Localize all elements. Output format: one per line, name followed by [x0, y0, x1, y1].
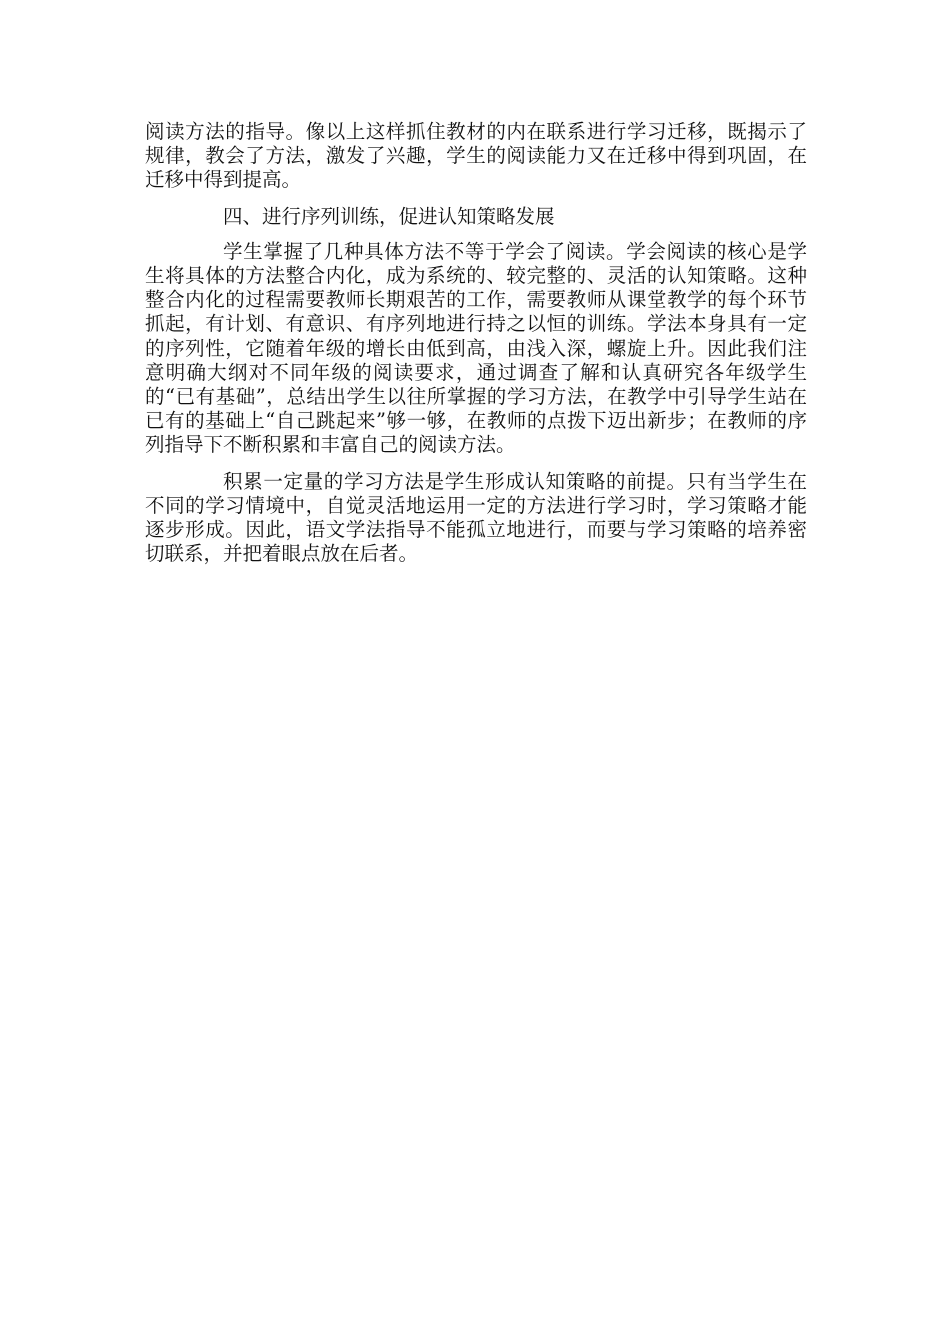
- paragraph-continuation: 阅读方法的指导。像以上这样抓住教材的内在联系进行学习迁移，既揭示了规律，教会了方法，激发了兴趣，学生的阅读能力又在迁移中得到巩固，在迁移中得到提高。: [145, 120, 807, 192]
- paragraph-conclusion: 积累一定量的学习方法是学生形成认知策略的前提。只有当学生在不同的学习情境中，自觉灵活地运用一定的方法进行学习时，学习策略才能逐步形成。因此，语文学法指导不能孤立地进行，而要与学习策略的培养密切联系，并把着眼点放在后者。: [145, 469, 807, 566]
- document-body: [145, 120, 807, 578]
- paragraph-body: 学生掌握了几种具体方法不等于学会了阅读。学会阅读的核心是学生将具体的方法整合内化，成为系统的、较完整的、灵活的认知策略。这种整合内化的过程需要教师长期艰苦的工作，需要教师从课堂教学的每个环节抓起，有计划、有意识、有序列地进行持之以恒的训练。学法本身具有一定的序列性，它随着年级的增长由低到高，由浅入深，螺旋上升。因此我们注意明确大纲对不同年级的阅读要求，通过调查了解和认真研究各年级学生的“已有基础”，总结出学生以往所掌握的学习方法，在教学中引导学生站在已有的基础上“自己跳起来”够一够，在教师的点拨下迈出新步；在教师的序列指导下不断积累和丰富自己的阅读方法。: [145, 239, 807, 457]
- section-heading: 四、进行序列训练，促进认知策略发展: [223, 204, 555, 228]
